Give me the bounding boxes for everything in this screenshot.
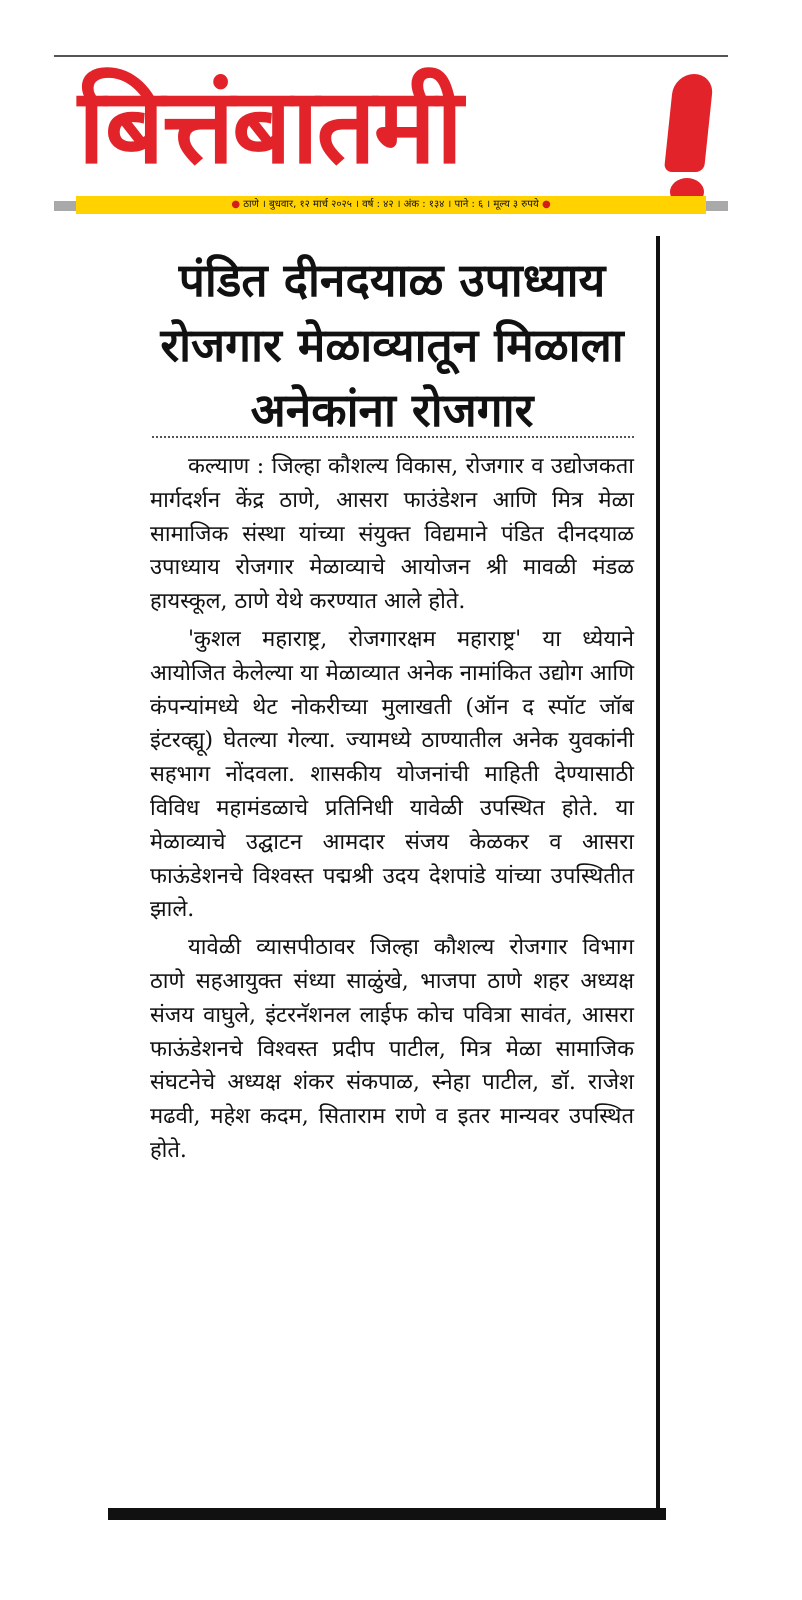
- dateline: [76, 196, 706, 214]
- article-body: [150, 450, 634, 1172]
- dateline-band: [76, 196, 706, 214]
- article-paragraph: कल्याण : जिल्हा कौशल्य विकास, रोजगार व उद्योजकता मार्गदर्शन केंद्र ठाणे, आसरा फाउंडेशन आणि मित्र मेळा सामाजिक संस्था यांच्या संयुक्त विद्यमाने पंडित दीनदयाळ उपाध्याय रोजगार मेळाव्याचे आयोजन श्री मावळी मंडळ हायस्कूल, ठाणे येथे करण्यात आले होते.: [150, 454, 634, 615]
- article-paragraph: 'कुशल महाराष्ट्र, रोजगारक्षम महाराष्ट्र' या ध्येयाने आयोजित केलेल्या या मेळाव्यात अनेक नामांकित उद्योग आणि कंपन्यांमध्ये थेट नोकरीच्या मुलाखती (ऑन द स्पॉट जॉब इंटरव्ह्यू) घेतल्या गेल्या. ज्यामध्ये ठाण्यातील अनेक युवकांनी सहभाग नोंदवला. शासकीय योजनांची माहिती देण्यासाठी विविध महामंडळाचे प्रतिनिधी यावेळी उपस्थित होते. या मेळाव्याचे उद्घाटन आमदार संजय केळकर व आसरा फाऊंडेशनचे विश्वस्त पद्मश्री उदय देशपांडे यांच्या उपस्थितीत झाले.: [150, 626, 634, 923]
- article-border-bottom: [108, 1508, 666, 1520]
- dateline-text: ठाणे । बुधवार, १२ मार्च २०२५ । वर्ष : ४२ । अंक : १३४ । पाने : ६ । मूल्य ३ रुपये: [243, 199, 539, 210]
- article-paragraph: यावेळी व्यासपीठावर जिल्हा कौशल्य रोजगार विभाग ठाणे सहआयुक्त संध्या साळुंखे, भाजपा ठाणे शहर अध्यक्ष संजय वाघुले, इंटरनॅशनल लाईफ कोच पवित्रा सावंत, आसरा फाऊंडेशनचे विश्वस्त प्रदीप पाटील, मित्र मेळा सामाजिक संघटनेचे अध्यक्ष शंकर संकपाळ, स्नेहा पाटील, डॉ. राजेश मढवी, महेश कदम, सिताराम राणे व इतर मान्यवर उपस्थित होते.: [150, 935, 634, 1163]
- headline-divider: [152, 436, 634, 438]
- article-border-right: [656, 236, 660, 1518]
- masthead: [54, 62, 728, 192]
- bullet-icon: ●: [541, 199, 551, 210]
- newspaper-title: बित्तंबातमी: [78, 65, 461, 187]
- bullet-icon: ●: [231, 199, 241, 210]
- article-headline: पंडित दीनदयाळ उपाध्याय रोजगार मेळाव्यातून मिळाला अनेकांना रोजगार: [160, 253, 624, 437]
- masthead-top-rule: [54, 55, 728, 57]
- exclamation-mark-icon: [664, 74, 714, 172]
